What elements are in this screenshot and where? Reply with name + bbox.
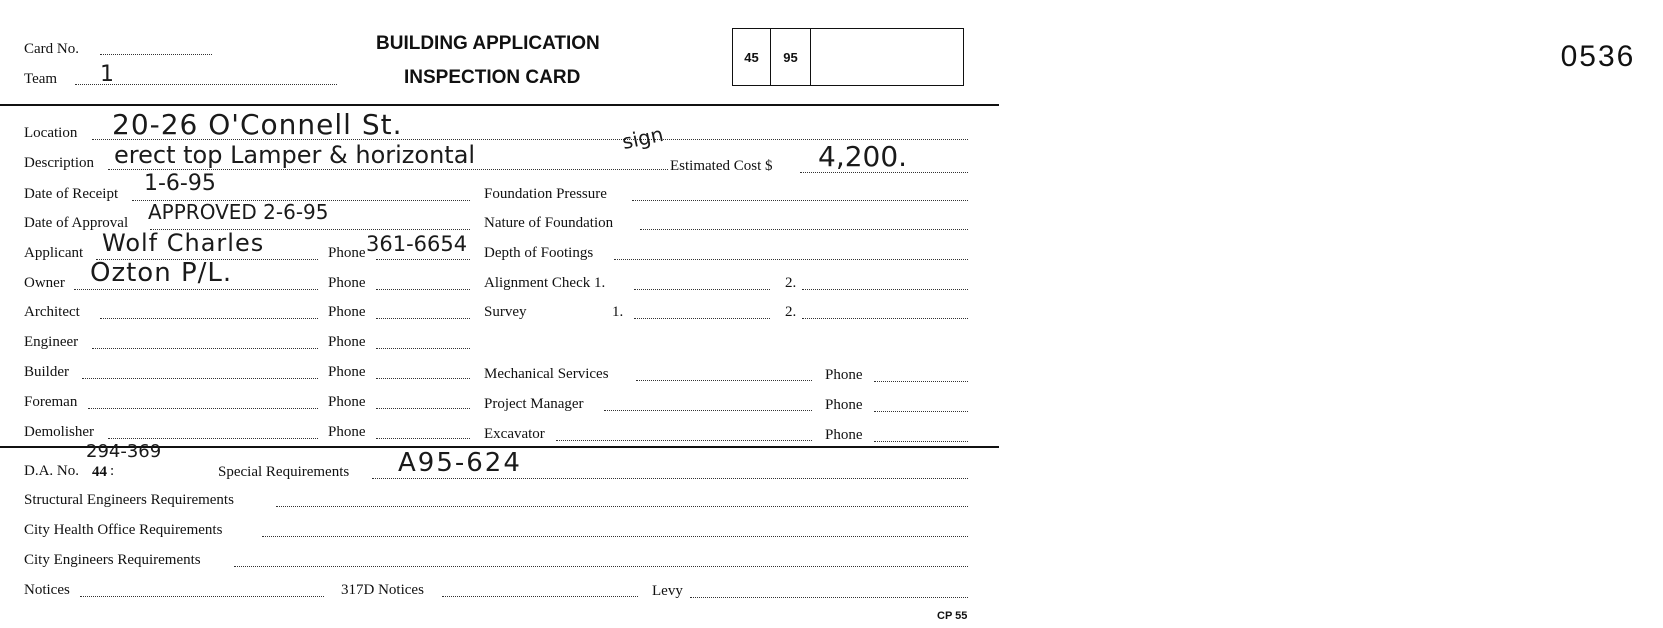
engineer-field[interactable] <box>92 348 318 349</box>
levy-field[interactable] <box>690 597 968 598</box>
builder-field[interactable] <box>82 378 318 379</box>
owner-phone-label: Phone <box>328 275 366 291</box>
levy-label: Levy <box>652 583 683 599</box>
card-no-label: Card No. <box>24 41 79 57</box>
excavator-label: Excavator <box>484 426 545 442</box>
estimated-cost-value: 4,200. <box>818 140 908 173</box>
date-of-receipt-label: Date of Receipt <box>24 186 119 202</box>
estimated-cost-label: Estimated Cost $ <box>670 158 773 174</box>
card-no-field[interactable] <box>100 54 212 55</box>
owner-phone-field[interactable] <box>376 289 470 290</box>
notices-317d-label: 317D Notices <box>341 582 424 598</box>
date-of-receipt-value: 1-6-95 <box>144 171 216 196</box>
demolisher-phone-label: Phone <box>328 424 366 440</box>
engineer-phone-label: Phone <box>328 334 366 350</box>
survey-2-label: 2. <box>785 304 797 320</box>
alignment-check-2-field[interactable] <box>802 289 968 290</box>
structural-engineers-field[interactable] <box>276 506 968 507</box>
architect-phone-label: Phone <box>328 304 366 320</box>
date-of-approval-label: Date of Approval <box>24 215 129 231</box>
applicant-phone-field[interactable] <box>376 259 470 260</box>
alignment-check-label: Alignment Check 1. <box>484 275 606 291</box>
location-value: 20-26 O'Connell St. <box>112 108 403 141</box>
mechanical-services-phone-field[interactable] <box>874 381 968 382</box>
location-label: Location <box>24 125 78 141</box>
form-title-line1: BUILDING APPLICATION <box>376 33 600 54</box>
depth-of-footings-label: Depth of Footings <box>484 245 594 261</box>
mechanical-services-phone-label: Phone <box>825 367 863 383</box>
box-cell-2: 95 <box>771 29 811 85</box>
special-requirements-field[interactable] <box>372 478 968 479</box>
excavator-field[interactable] <box>556 440 812 441</box>
city-engineers-label: City Engineers Requirements <box>24 552 201 568</box>
structural-engineers-label: Structural Engineers Requirements <box>24 492 234 508</box>
team-value: 1 <box>100 62 114 87</box>
alignment-check-2-label: 2. <box>785 275 797 291</box>
survey-1-label: 1. <box>612 304 624 320</box>
architect-phone-field[interactable] <box>376 318 470 319</box>
description-value: erect top Lamper & horizontal <box>114 141 476 169</box>
project-manager-field[interactable] <box>604 410 812 411</box>
card-number-box <box>732 28 1636 86</box>
survey-1-field[interactable] <box>634 318 770 319</box>
date-of-approval-value: APPROVED 2-6-95 <box>148 200 329 224</box>
team-field[interactable] <box>75 84 337 85</box>
alignment-check-1-field[interactable] <box>634 289 770 290</box>
survey-2-field[interactable] <box>802 318 968 319</box>
applicant-label: Applicant <box>24 245 84 261</box>
da-no-handwritten: 294-369 <box>86 441 162 462</box>
header-divider <box>0 104 999 106</box>
engineer-phone-field[interactable] <box>376 348 470 349</box>
project-manager-label: Project Manager <box>484 396 584 412</box>
da-no-label: D.A. No. <box>24 463 79 479</box>
description-label: Description <box>24 155 94 171</box>
applicant-value: Wolf Charles <box>102 229 265 257</box>
owner-value: Ozton P/L. <box>90 258 233 288</box>
team-label: Team <box>24 71 58 87</box>
builder-phone-field[interactable] <box>376 378 470 379</box>
survey-label: Survey <box>484 304 527 320</box>
card-number: 0536 <box>1560 40 1636 73</box>
nature-of-foundation-field[interactable] <box>640 229 968 230</box>
mechanical-services-field[interactable] <box>636 380 812 381</box>
foreman-field[interactable] <box>88 408 318 409</box>
builder-phone-label: Phone <box>328 364 366 380</box>
demolisher-phone-field[interactable] <box>376 438 470 439</box>
demolisher-label: Demolisher <box>24 424 94 440</box>
owner-field[interactable] <box>74 289 318 290</box>
city-health-field[interactable] <box>262 536 968 537</box>
description-field[interactable] <box>108 169 668 170</box>
foundation-pressure-field[interactable] <box>632 200 968 201</box>
da-no-typed: 44 <box>92 464 107 480</box>
special-requirements-label: Special Requirements <box>218 464 350 480</box>
form-title-line2: INSPECTION CARD <box>404 67 581 88</box>
box-cell-1: 45 <box>733 29 771 85</box>
form-code: CP 55 <box>937 610 968 622</box>
architect-field[interactable] <box>100 318 318 319</box>
foreman-label: Foreman <box>24 394 78 410</box>
foundation-pressure-label: Foundation Pressure <box>484 186 607 202</box>
depth-of-footings-field[interactable] <box>614 259 968 260</box>
city-engineers-field[interactable] <box>234 566 968 567</box>
builder-label: Builder <box>24 364 69 380</box>
foreman-phone-field[interactable] <box>376 408 470 409</box>
special-requirements-value: A95-624 <box>398 448 522 478</box>
notices-field[interactable] <box>80 596 324 597</box>
da-no-colon: : <box>110 463 115 479</box>
applicant-phone-value: 361-6654 <box>366 232 468 256</box>
architect-label: Architect <box>24 304 80 320</box>
demolisher-field[interactable] <box>108 438 318 439</box>
notices-label: Notices <box>24 582 70 598</box>
owner-label: Owner <box>24 275 65 291</box>
foreman-phone-label: Phone <box>328 394 366 410</box>
description-extra: sign <box>619 121 666 155</box>
mechanical-services-label: Mechanical Services <box>484 366 609 382</box>
engineer-label: Engineer <box>24 334 79 350</box>
project-manager-phone-label: Phone <box>825 397 863 413</box>
applicant-phone-label: Phone <box>328 245 366 261</box>
nature-of-foundation-label: Nature of Foundation <box>484 215 614 231</box>
excavator-phone-label: Phone <box>825 427 863 443</box>
excavator-phone-field[interactable] <box>874 441 968 442</box>
city-health-label: City Health Office Requirements <box>24 522 223 538</box>
notices-317d-field[interactable] <box>442 596 638 597</box>
project-manager-phone-field[interactable] <box>874 411 968 412</box>
